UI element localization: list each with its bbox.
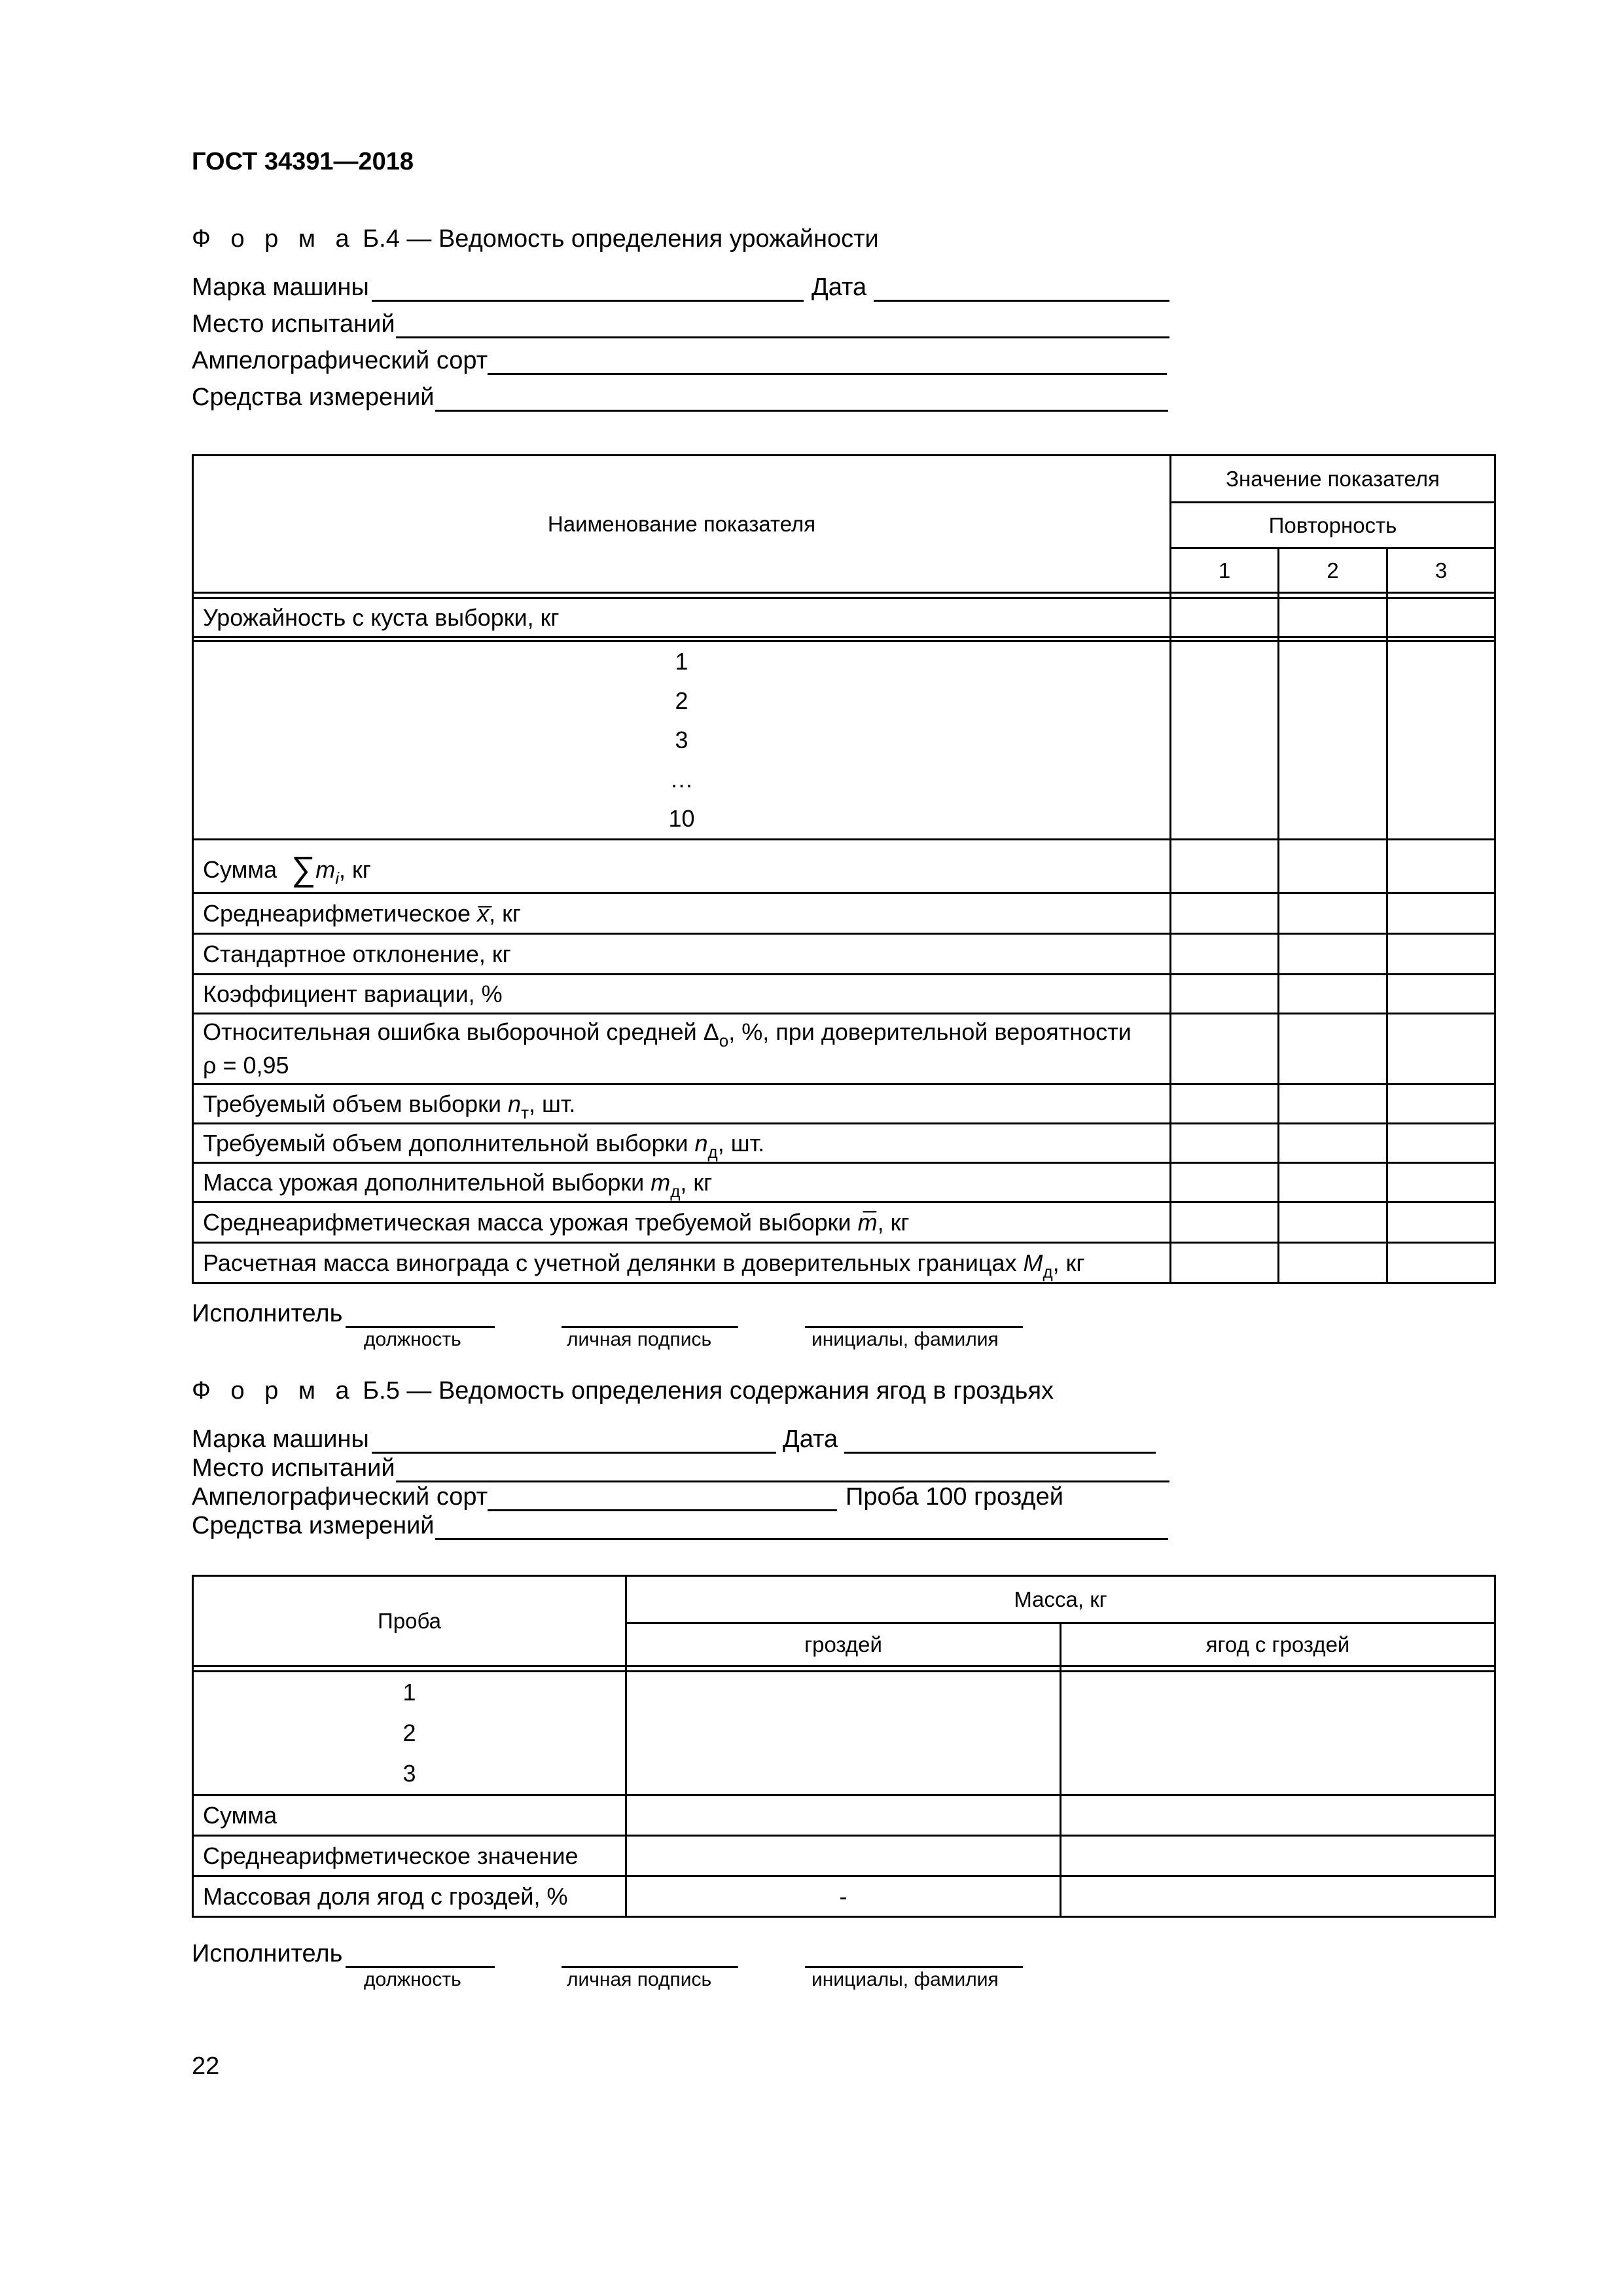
form-b4-title-text: Б.4 — Ведомость определения урожайности bbox=[363, 225, 879, 253]
form-b4-title bbox=[192, 225, 879, 253]
b4-signature-line[interactable] bbox=[562, 1326, 738, 1328]
b5-sample-header: Проба bbox=[193, 1576, 626, 1666]
table-row bbox=[193, 1876, 1495, 1917]
form-b5-prefix: Ф о р м а bbox=[192, 1377, 356, 1405]
table-row bbox=[193, 1243, 1495, 1283]
table-cell[interactable] bbox=[1279, 598, 1387, 637]
b4-yield-label: Урожайность с куста выборки, кг bbox=[193, 598, 1171, 637]
page-number: 22 bbox=[192, 2053, 220, 2080]
b5-position-line[interactable] bbox=[346, 1966, 495, 1968]
table-cell[interactable] bbox=[1171, 975, 1279, 1014]
b4-additional-label: Требуемый объем дополнительной выборки $n_д$, шт. bbox=[193, 1124, 1171, 1163]
b5-place-line[interactable] bbox=[396, 1480, 1169, 1482]
table-cell[interactable] bbox=[1279, 840, 1387, 893]
sample-number: 1 bbox=[402, 1679, 416, 1706]
form-b4-prefix: Ф о р м а bbox=[192, 225, 356, 253]
b4-calc-label: Расчетная масса винограда с учетной делянки в доверительных границах $М_д$, кг bbox=[193, 1243, 1171, 1283]
b5-table bbox=[192, 1575, 1496, 1918]
bush-number: 1 bbox=[675, 648, 688, 675]
table-cell[interactable] bbox=[1387, 1243, 1495, 1283]
b4-bush-numbers bbox=[193, 641, 1171, 840]
table-cell[interactable] bbox=[1171, 1014, 1279, 1085]
b4-instruments-line[interactable] bbox=[435, 410, 1168, 412]
b4-position-caption: должность bbox=[364, 1329, 461, 1350]
b4-repeat-3: 3 bbox=[1387, 548, 1495, 593]
table-cell[interactable] bbox=[1279, 1085, 1387, 1124]
b5-bunches-header: гроздей bbox=[626, 1623, 1061, 1666]
b4-required-label: Требуемый объем выборки $n_т$, шт. bbox=[193, 1085, 1171, 1124]
b4-signature-caption: личная подпись bbox=[567, 1329, 712, 1350]
bush-number: 3 bbox=[675, 726, 688, 753]
b4-name-header: Наименование показателя bbox=[193, 456, 1171, 593]
b4-mean-label: Среднеарифметическое x̅, кг bbox=[193, 893, 1171, 934]
b4-value-header: Значение показателя bbox=[1171, 456, 1495, 503]
table-cell[interactable] bbox=[626, 1836, 1061, 1876]
table-row bbox=[193, 641, 1495, 840]
table-cell[interactable] bbox=[1279, 1014, 1387, 1085]
table-cell[interactable] bbox=[1387, 840, 1495, 893]
b4-sum-label: Сумма $\sum m_i$, кг bbox=[193, 840, 1171, 893]
table-cell[interactable] bbox=[1279, 975, 1387, 1014]
table-cell[interactable] bbox=[1279, 641, 1387, 840]
b5-share-bunches: - bbox=[626, 1876, 1061, 1917]
b5-signature-line[interactable] bbox=[562, 1966, 738, 1968]
table-cell[interactable] bbox=[1171, 1202, 1279, 1243]
b4-cv-label: Коэффициент вариации, % bbox=[193, 975, 1171, 1014]
bush-number: 10 bbox=[668, 805, 695, 832]
table-cell[interactable] bbox=[1279, 1202, 1387, 1243]
table-cell[interactable] bbox=[1387, 975, 1495, 1014]
b5-place-label: Место испытаний bbox=[192, 1454, 395, 1482]
table-cell[interactable] bbox=[1171, 893, 1279, 934]
table-cell[interactable] bbox=[1279, 934, 1387, 975]
table-row bbox=[193, 1795, 1495, 1836]
table-cell[interactable] bbox=[1387, 934, 1495, 975]
b5-share-label: Массовая доля ягод с гроздей, % bbox=[193, 1876, 626, 1917]
table-cell[interactable] bbox=[1387, 598, 1495, 637]
b5-instruments-line[interactable] bbox=[435, 1538, 1168, 1540]
table-cell[interactable] bbox=[1387, 1085, 1495, 1124]
table-row bbox=[193, 840, 1495, 893]
b5-position-caption: должность bbox=[364, 1969, 461, 1990]
b4-executor-label: Исполнитель bbox=[192, 1300, 343, 1327]
table-cell[interactable] bbox=[1387, 893, 1495, 934]
table-cell[interactable] bbox=[1279, 893, 1387, 934]
b5-variety-line[interactable] bbox=[488, 1509, 837, 1511]
b4-date-label: Дата bbox=[812, 274, 867, 301]
bush-number: … bbox=[669, 766, 694, 793]
table-cell[interactable] bbox=[1171, 1085, 1279, 1124]
table-row bbox=[193, 1124, 1495, 1163]
table-row bbox=[193, 1085, 1495, 1124]
b4-place-label: Место испытаний bbox=[192, 310, 395, 338]
table-cell[interactable] bbox=[1171, 934, 1279, 975]
sample-number: 3 bbox=[402, 1760, 416, 1787]
table-cell[interactable] bbox=[1387, 641, 1495, 840]
table-row bbox=[193, 1672, 1495, 1795]
table-cell[interactable] bbox=[626, 1672, 1061, 1795]
b4-repeat-header: Повторность bbox=[1171, 503, 1495, 548]
b4-machine-line[interactable] bbox=[372, 300, 804, 302]
b4-name-line[interactable] bbox=[805, 1326, 1023, 1328]
table-cell[interactable] bbox=[626, 1795, 1061, 1836]
b4-position-line[interactable] bbox=[346, 1326, 495, 1328]
table-cell[interactable] bbox=[1171, 840, 1279, 893]
table-row bbox=[193, 598, 1495, 637]
table-row bbox=[193, 934, 1495, 975]
b5-date-label: Дата bbox=[783, 1426, 838, 1453]
table-cell[interactable] bbox=[1171, 1163, 1279, 1202]
b4-relerr-label: Относительная ошибка выборочной средней $\Delta_о$, %, при доверительной вероятности ρ = 0,95 bbox=[193, 1014, 1171, 1085]
b5-mean-label: Среднеарифметическое значение bbox=[193, 1836, 626, 1876]
b5-date-line[interactable] bbox=[844, 1452, 1156, 1454]
b5-name-line[interactable] bbox=[805, 1966, 1023, 1968]
b5-executor-label: Исполнитель bbox=[192, 1940, 343, 1967]
sample-number: 2 bbox=[402, 1719, 416, 1746]
table-cell[interactable] bbox=[1061, 1795, 1495, 1836]
table-row bbox=[193, 1202, 1495, 1243]
bush-number: 2 bbox=[675, 687, 688, 714]
b4-mass-label: Масса урожая дополнительной выборки $m_д$, кг bbox=[193, 1163, 1171, 1202]
b4-date-line[interactable] bbox=[874, 300, 1169, 302]
table-cell[interactable] bbox=[1171, 641, 1279, 840]
b4-place-line[interactable] bbox=[396, 336, 1169, 338]
sum-symbol: ∑ bbox=[291, 850, 316, 888]
table-cell[interactable] bbox=[1171, 598, 1279, 637]
table-row bbox=[193, 1163, 1495, 1202]
table-row bbox=[193, 975, 1495, 1014]
table-cell[interactable] bbox=[1279, 1124, 1387, 1163]
b4-repeat-2: 2 bbox=[1279, 548, 1387, 593]
b4-avgmass-label: Среднеарифметическая масса урожая требуемой выборки m̅, кг bbox=[193, 1202, 1171, 1243]
table-row bbox=[193, 1836, 1495, 1876]
table-cell[interactable] bbox=[1171, 1124, 1279, 1163]
table-cell[interactable] bbox=[1061, 1836, 1495, 1876]
b5-variety-label: Ампелографический сорт bbox=[192, 1483, 488, 1511]
table-cell[interactable] bbox=[1387, 1124, 1495, 1163]
b4-repeat-1: 1 bbox=[1171, 548, 1279, 593]
b5-sample-label: Проба 100 гроздей bbox=[846, 1483, 1063, 1511]
table-row bbox=[193, 893, 1495, 934]
form-b5-title-text: Б.5 — Ведомость определения содержания ягод в гроздьях bbox=[363, 1377, 1054, 1405]
b4-instruments-label: Средства измерений bbox=[192, 384, 435, 411]
table-row bbox=[193, 1014, 1495, 1085]
b5-machine-label: Марка машины bbox=[192, 1426, 369, 1453]
b4-variety-line[interactable] bbox=[488, 373, 1167, 375]
b4-name-caption: инициалы, фамилия bbox=[812, 1329, 999, 1350]
b5-name-caption: инициалы, фамилия bbox=[812, 1969, 999, 1990]
b5-signature-caption: личная подпись bbox=[567, 1969, 712, 1990]
b4-variety-label: Ампелографический сорт bbox=[192, 347, 488, 374]
table-cell[interactable] bbox=[1061, 1672, 1495, 1795]
b5-mass-header: Масса, кг bbox=[626, 1576, 1495, 1623]
b5-instruments-label: Средства измерений bbox=[192, 1512, 435, 1539]
table-cell[interactable] bbox=[1061, 1876, 1495, 1917]
table-cell[interactable] bbox=[1171, 1243, 1279, 1283]
b5-machine-line[interactable] bbox=[372, 1452, 776, 1454]
b4-table bbox=[192, 454, 1496, 1284]
table-cell[interactable] bbox=[1279, 1243, 1387, 1283]
form-b5-title bbox=[192, 1377, 1054, 1405]
b5-sample-numbers bbox=[193, 1672, 626, 1795]
table-cell[interactable] bbox=[1387, 1202, 1495, 1243]
b4-machine-label: Марка машины bbox=[192, 274, 369, 301]
b5-sum-label: Сумма bbox=[193, 1795, 626, 1836]
table-cell[interactable] bbox=[1387, 1014, 1495, 1085]
b5-berries-header: ягод с гроздей bbox=[1061, 1623, 1495, 1666]
table-cell[interactable] bbox=[1279, 1163, 1387, 1202]
table-cell[interactable] bbox=[1387, 1163, 1495, 1202]
b4-std-label: Стандартное отклонение, кг bbox=[193, 934, 1171, 975]
document-code: ГОСТ 34391—2018 bbox=[192, 148, 414, 175]
